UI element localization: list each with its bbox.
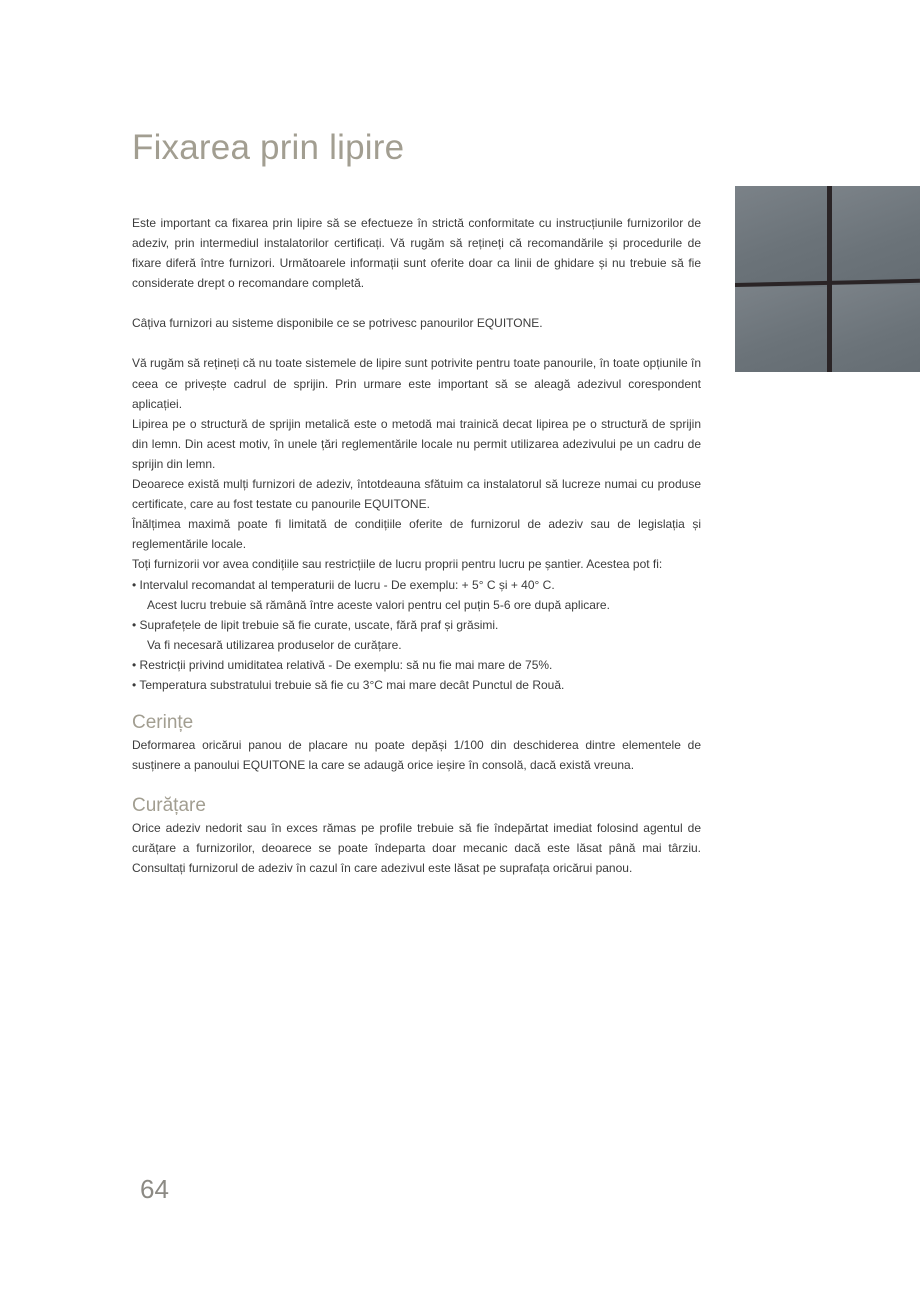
page-number: 64 (140, 1174, 169, 1204)
suitability-paragraph: Vă rugăm să rețineți că nu toate sistemele de lipire sunt potrivite pentru toate panourile, în toate opțiunile în ceea ce privește cadrul de sprijin. Prin urmare este important să se aleagă adezivul corespondent aplicației. (132, 356, 702, 411)
bullet-surfaces: • Suprafețele de lipit trebuie să fie curate, uscate, fără praf și grăsimi. (132, 617, 499, 632)
page-title: Fixarea prin lipire (132, 128, 405, 167)
metal-structure-paragraph: Lipirea pe o structură de sprijin metalică este o metodă mai trainică decat lipirea pe o structură de sprijin din lemn. Din acest motiv, în unele țări reglementările locale nu permit utilizarea adezivului pe un cadru de sprijin din lemn. (132, 416, 701, 471)
work-conditions-paragraph: Toți furnizorii vor avea condițiile sau restricțiile de lucru proprii pentru lucru pe șantier. Acestea pot fi: (132, 557, 663, 572)
intro-paragraph: Este important ca fixarea prin lipire să se efectueze în strictă conformitate cu instrucțiunile furnizorilor de adeziv, prin intermediul instalatorilor certificați. Vă rugăm să rețineți că recomandările și procedurile de fixare diferă între furnizori. Următoarele informații sunt oferite doar ca linii de ghidare și nu trebuie să fie considerate drept o recomandare completă. (132, 216, 701, 291)
body-content (132, 213, 701, 879)
panel-top-right (832, 186, 920, 282)
panel-top-left (735, 186, 827, 284)
cerinte-text: Deformarea oricărui panou de placare nu poate depăși 1/100 din deschiderea dintre elementele de susținere a panoului EQUITONE la care se adaugă orice ieșire în consolă, dacă există vreuna. (132, 738, 701, 773)
curatare-text: Orice adeziv nedorit sau în exces rămas pe profile trebuie să fie îndepărtat imediat folosind agentul de curățare a furnizorilor, deoarece se poate îndeparta doar mecanic dacă este lăsat până mai târziu. Consultați furnizorul de adeziv în cazul în care adezivul este lăsat pe suprafața oricărui panou. (132, 821, 701, 876)
bullet-surfaces-note: Va fi necesară utilizarea produselor de curățare. (147, 637, 402, 652)
panel-bottom-right (832, 285, 920, 372)
vertical-joint (827, 186, 832, 372)
bullet-humidity: • Restricții privind umiditatea relativă - De exemplu: să nu fie mai mare de 75%. (132, 657, 553, 672)
cerinte-heading: Cerințe (132, 712, 194, 734)
bullet-substrate-temperature: • Temperatura substratului trebuie să fie cu 3°C mai mare decât Punctul de Rouă. (132, 677, 565, 692)
curatare-heading: Curățare (132, 795, 206, 817)
suppliers-paragraph: Câțiva furnizori au sisteme disponibile ce se potrivesc panourilor EQUITONE. (132, 316, 543, 331)
bullet-temperature: • Intervalul recomandat al temperaturii de lucru - De exemplu: + 5° C și + 40° C. (132, 577, 555, 592)
certified-products-paragraph: Deoarece există mulți furnizori de adeziv, întotdeauna sfătuim ca instalatorul să lucreze numai cu produse certificate, care au fost testate cu panourile EQUITONE. (132, 477, 701, 512)
facade-panel-photo (735, 186, 920, 372)
bullet-temperature-note: Acest lucru trebuie să rămână între aceste valori pentru cel puțin 5-6 ore după aplicare. (147, 597, 610, 612)
max-height-paragraph: Înălțimea maximă poate fi limitată de condițiile oferite de furnizorul de adeziv sau de legislația și reglementările locale. (132, 517, 701, 552)
panel-bottom-left (735, 287, 827, 372)
